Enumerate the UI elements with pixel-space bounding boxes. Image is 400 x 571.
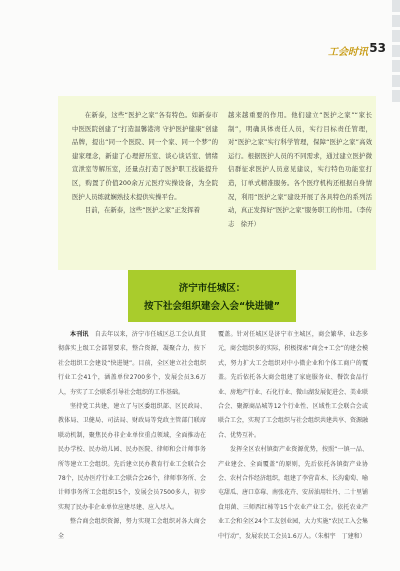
article-title-banner [128,270,296,322]
paragraph: 越来越重要的作用。他们建立“医护之家”“家长制”，明确具体责任人员，实行目标责任管理，对“医护之家”实行科学管理，保障“医护之家”高效运行。根据医护人员的不同需求，通过建立医护微信群征求医护人员意见建议，实行特色功能室打造，订单式精准服务。各个医疗机构还根据自身情况，利用“医护之家”建设开展了各具特色的系列活动，真正发挥好“医护之家”服务职工的作用。（李传志 徐开） [228,111,373,228]
paragraph: 整合商会组织资源，努力实现工会组织对各大商会全 [58,518,206,540]
paragraph: 坚持党工共建，建立了与区委组织部、区民政局、教体局、卫健局、司法局、财政局等党政主管部门联席联动机制，聚焦民办非企业单位重点领域，全面推动在民办学校、民办幼儿园、民办医院、律师和会计师事务所等建立工会组织。先后建立民办教育行业工会联合会78个，民办医疗行业工会联合会26个，律师事务所、会计师事务所工会组织15个，发展会员7500多人，初步实现了民办非企业单位应建尽建、应入尽入。 [58,403,206,511]
continued-article-left-column [72,109,218,218]
byline-keyword: 本刊讯 [70,331,89,338]
article-title-line2: 按下社会组织建会入会“快进键” [144,301,280,312]
paragraph: 发挥全区农村镇街产业资源优势，按照“一镇一品、产业建会、全面覆盖”的原则，先后依托各镇街产业协会、农村合作经济组织，组建了李营苗木、长沟葡萄、喻屯甜瓜、唐口草莓、南张花卉、安居油用牡丹、二十里铺食用菌、三师西红柿等15个农业产业工会。依托农业产业工会和全区24个工友创业园，大力实施“农民工入会集中行动”，发展农民工会员1.6万人。（朱相宇 丁建和） [218,446,369,540]
page-number: 53 [369,41,386,55]
section-brand: 工会时讯 [328,47,368,58]
article-right-column [218,328,368,544]
side-tab-markers [392,0,400,120]
paragraph: 在新泰，这些“医护之家”各有特色。如新泰市中医医院创建了“打造温馨港湾 守护医护健康”创建品牌，提出“同一个医院、同一个家、同一个梦”的建家理念，新建了心理舒压室、谈心谈话室、情绪宣泄室等解压室，还量点打造了医护职工技能提升区，购置了价值200余万元医疗实操设备，为全院医护人员练就娴熟技术提供实操平台。 [72,111,218,201]
article-title-line1: 济宁市任城区： [178,283,246,294]
paragraph: 目前，在新泰，这些“医护之家”正发挥着 [84,206,201,215]
paragraph: 覆盖。针对任城区是济宁市主城区，商会繁华、业态多元，商会组织多的实际，积极探索“商会+工会”的建会模式，努力扩大工会组织对中小微企业和个体工商户的覆盖。先后依托各大商会组建了家庭服务业、餐饮食品行业、房地产行业、石化行业、微山湖发展促进会、美业联合会、聚源商品城等12个行业性、区域性工会联合会或联合工会，实现了工会组织与社会组织共建共享、资源融合、优势互补。 [218,331,369,439]
paragraph: 本刊讯 自去年以来，济宁市任城区总工会认真贯彻落实上级工会部署要求，整合资源，凝聚合力，按下社会组织工会建设“快进键”。目前，全区建立社会组织行业工会41个，涵盖单位2700多个，发展会员3.6万人，夯实了工会联系引导社会组织的工作基础。 [58,331,206,396]
article-left-column [58,328,206,544]
continued-article-right-column [228,109,372,231]
